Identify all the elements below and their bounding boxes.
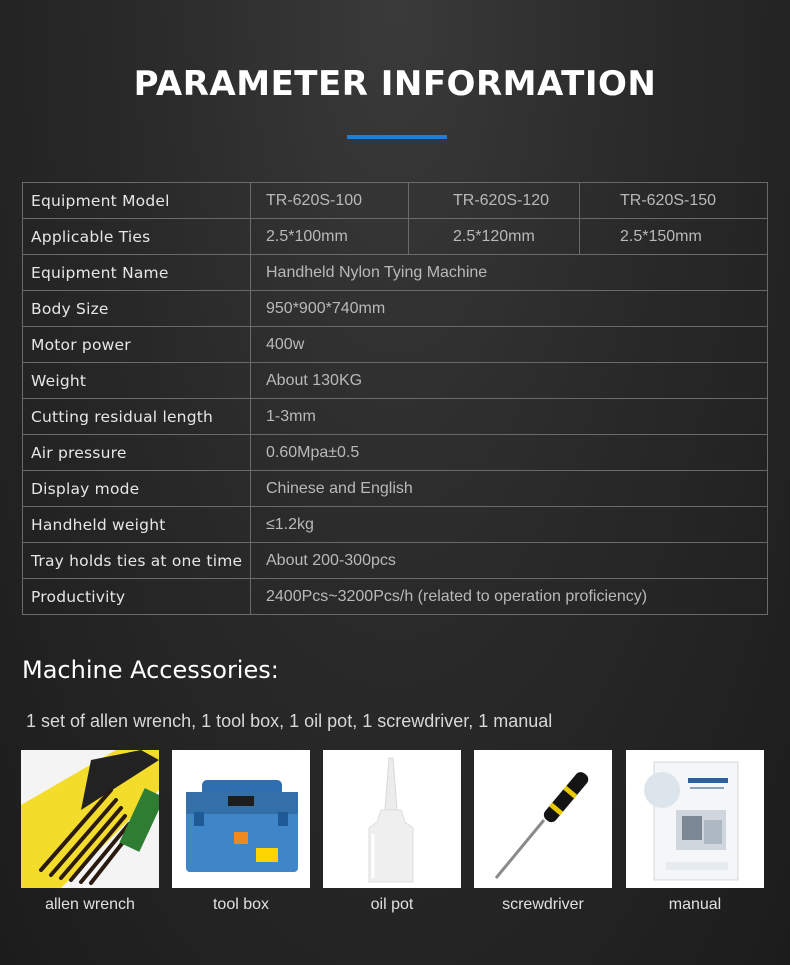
param-label: Air pressure [23,435,251,471]
param-label: Weight [23,363,251,399]
param-value: 2400Pcs~3200Pcs/h (related to operation proficiency) [251,579,768,615]
param-value: 2.5*150mm [580,219,768,255]
accessory-caption: manual [668,896,722,913]
param-label: Handheld weight [23,507,251,543]
accessory-allen-wrench [21,750,161,913]
param-value: Handheld Nylon Tying Machine [251,255,768,291]
title-underline [347,135,447,139]
page-title: PARAMETER INFORMATION [133,64,657,104]
table-row [23,543,768,579]
table-row [23,507,768,543]
param-value: About 130KG [251,363,768,399]
param-value: About 200-300pcs [251,543,768,579]
table-row [23,219,768,255]
accessory-caption: tool box [212,896,270,913]
parameter-table [22,182,768,615]
accessory-caption: oil pot [370,896,414,913]
param-label: Motor power [23,327,251,363]
table-row [23,363,768,399]
accessory-oil-pot [323,750,463,913]
accessory-screwdriver [474,750,614,913]
param-label: Productivity [23,579,251,615]
param-label: Equipment Model [23,183,251,219]
param-value: 1-3mm [251,399,768,435]
accessory-caption: screwdriver [502,896,584,913]
screwdriver-photo [474,750,612,888]
param-value: 0.60Mpa±0.5 [251,435,768,471]
param-value: TR-620S-100 [251,183,409,219]
accessory-manual [626,750,766,913]
param-value: 2.5*100mm [251,219,409,255]
param-label: Cutting residual length [23,399,251,435]
param-label: Equipment Name [23,255,251,291]
toolbox-photo [172,750,310,888]
param-value: TR-620S-120 [409,183,580,219]
param-value: Chinese and English [251,471,768,507]
table-row [23,399,768,435]
accessory-caption: allen wrench [45,896,135,913]
table-row [23,471,768,507]
param-label: Body Size [23,291,251,327]
allen-wrench-photo [21,750,159,888]
table-row [23,435,768,471]
param-label: Tray holds ties at one time [23,543,251,579]
accessories-title: Machine Accessories: [22,656,279,684]
table-row [23,183,768,219]
manual-photo [626,750,764,888]
accessory-tool-box [172,750,312,913]
accessories-description: 1 set of allen wrench, 1 tool box, 1 oil pot, 1 screwdriver, 1 manual [26,711,553,731]
table-row [23,327,768,363]
table-row [23,255,768,291]
param-label: Applicable Ties [23,219,251,255]
param-value: TR-620S-150 [580,183,768,219]
oil-pot-photo [323,750,461,888]
table-row [23,291,768,327]
table-row [23,579,768,615]
param-label: Display mode [23,471,251,507]
param-value: 950*900*740mm [251,291,768,327]
param-value: 400w [251,327,768,363]
param-value: 2.5*120mm [409,219,580,255]
param-value: ≤1.2kg [251,507,768,543]
